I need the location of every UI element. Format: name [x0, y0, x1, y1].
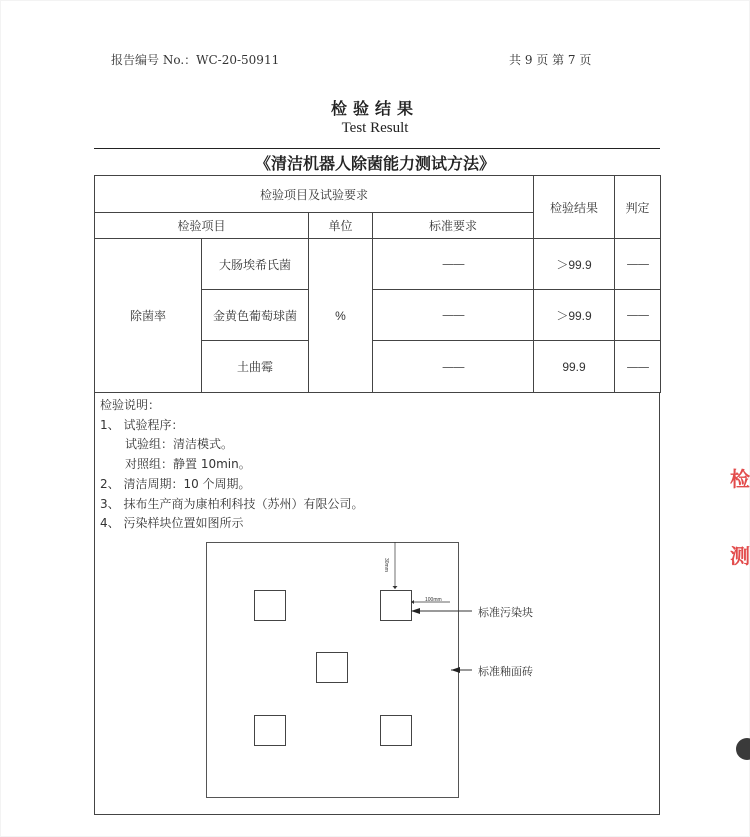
unit-cell: %: [309, 239, 373, 393]
col-requirement-header: 标准要求: [373, 213, 534, 239]
note-item: 3、 抹布生产商为康柏利科技（苏州）有限公司。: [100, 497, 364, 511]
standard-title: 《清洁机器人除菌能力测试方法》: [254, 154, 495, 173]
col-unit-header: 单位: [309, 213, 373, 239]
requirement-cell: ——: [373, 239, 534, 290]
note-item: 试验组：清洁模式。: [125, 437, 234, 451]
report-number: 报告编号 No.：WC-20-50911: [111, 53, 280, 67]
table-group-header: 检验项目及试验要求: [95, 176, 534, 213]
organism-cell: 土曲霉: [202, 341, 309, 393]
dimension-vertical: 30mm: [383, 558, 389, 572]
requirement-cell: ——: [373, 290, 534, 341]
category-cell: 除菌率: [95, 239, 202, 393]
note-item: 1、 试验程序：: [100, 418, 184, 432]
note-item: 2、 清洁周期：10 个周期。: [100, 477, 251, 491]
page-title-en: Test Result: [341, 120, 409, 136]
judgement-cell: ——: [615, 239, 661, 290]
notes-heading: 检验说明：: [100, 398, 161, 412]
label-standard-block: 标准污染块: [478, 606, 533, 619]
col-item-header: 检验项目: [95, 213, 309, 239]
judgement-cell: ——: [615, 341, 661, 393]
result-cell: ＞99.9: [534, 239, 615, 290]
requirement-cell: ——: [373, 341, 534, 393]
result-cell: 99.9: [534, 341, 615, 393]
judgement-cell: ——: [615, 290, 661, 341]
col-result-header: 检验结果: [534, 176, 615, 239]
page-count: 共 9 页 第 7 页: [509, 53, 592, 67]
organism-cell: 大肠埃希氏菌: [202, 239, 309, 290]
col-judgement-header: 判定: [615, 176, 661, 239]
note-item: 对照组：静置 10min。: [125, 457, 251, 471]
page-title-cn: 检验结果: [330, 99, 419, 118]
official-seal: 检 测: [730, 467, 750, 568]
label-standard-tile: 标准釉面砖: [478, 665, 533, 678]
organism-cell: 金黄色葡萄球菌: [202, 290, 309, 341]
result-cell: ＞99.9: [534, 290, 615, 341]
note-item: 4、 污染样块位置如图所示: [100, 516, 244, 530]
dimension-horizontal: 100mm: [425, 597, 442, 603]
